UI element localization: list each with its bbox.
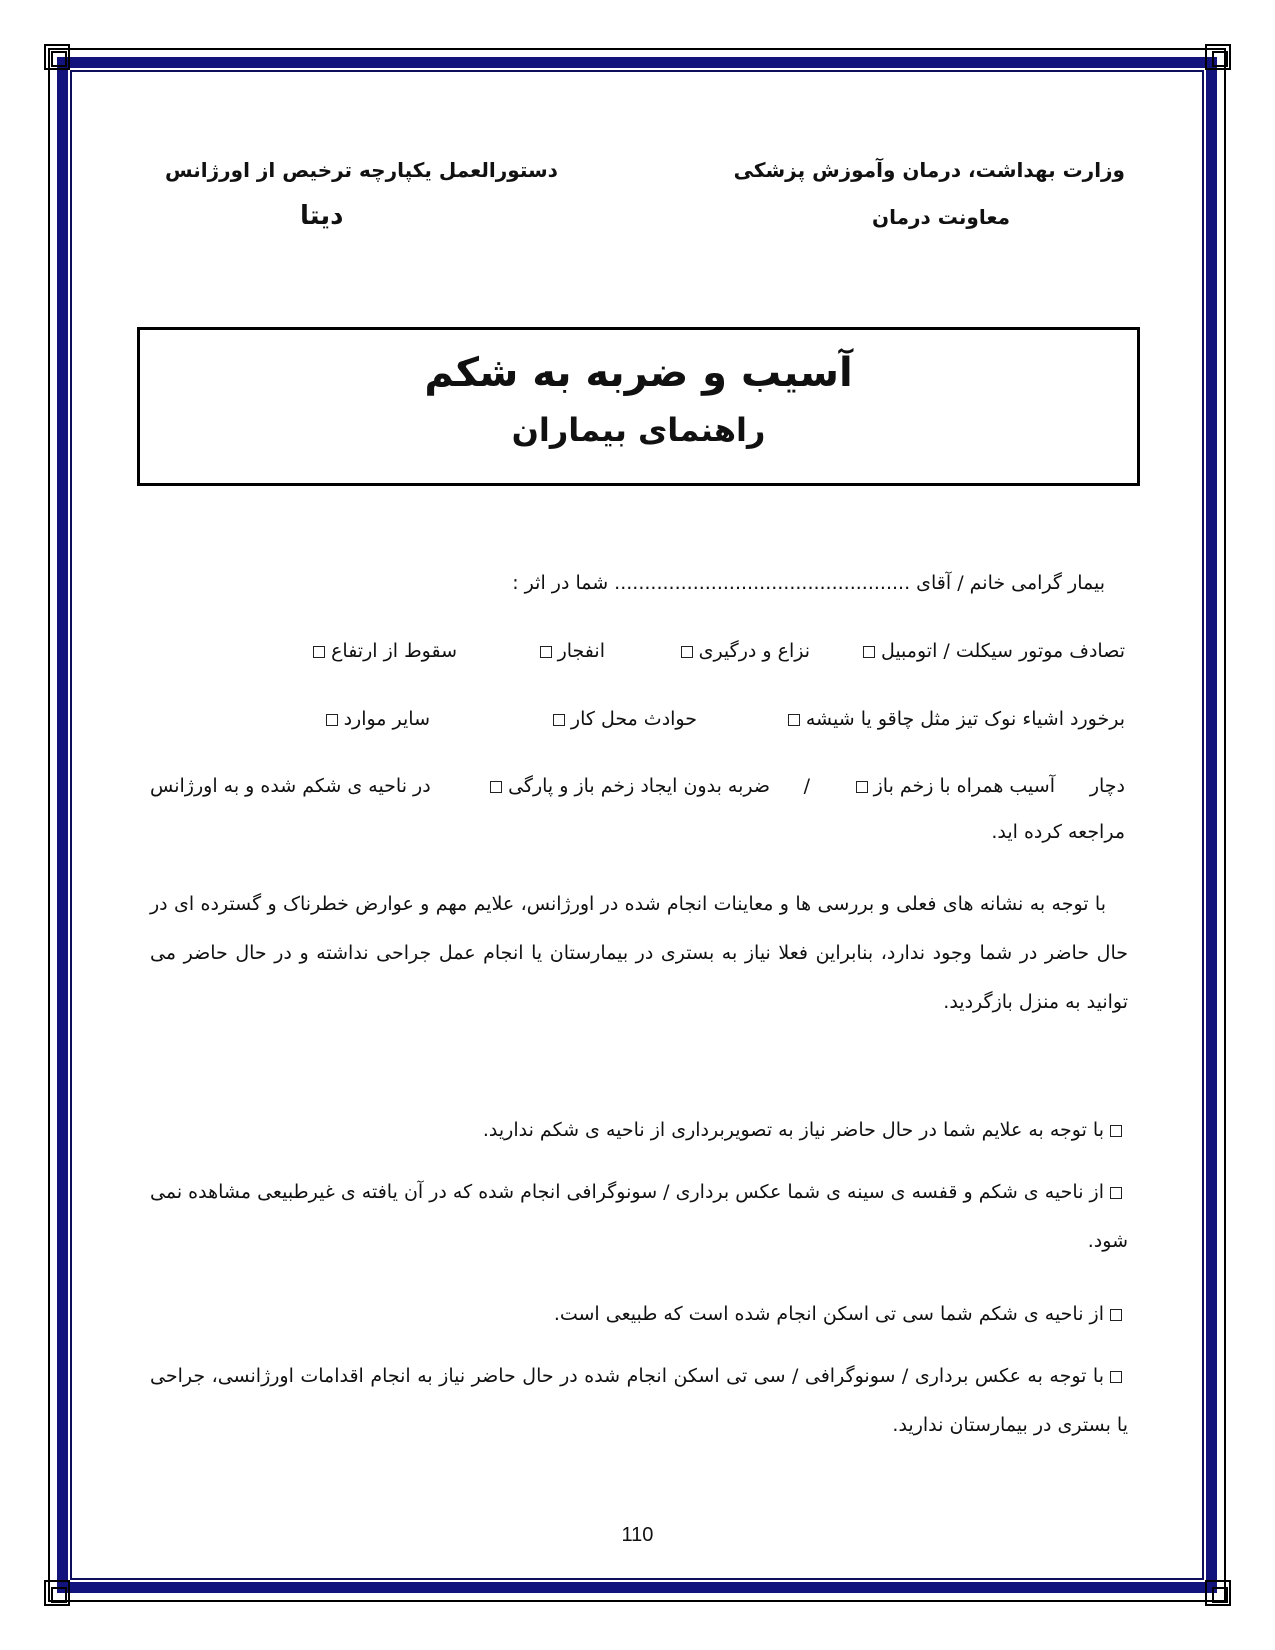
checkbox[interactable] <box>326 714 338 726</box>
injury-option-closed[interactable] <box>484 775 770 797</box>
cause-option[interactable] <box>534 640 605 662</box>
corner-ornament-icon <box>44 1580 70 1606</box>
cause-option[interactable] <box>675 640 810 662</box>
option-item[interactable] <box>150 1168 1128 1266</box>
corner-ornament-icon <box>1205 44 1231 70</box>
page-subtitle: راهنمای بیماران <box>511 411 766 449</box>
injury-line-2: مراجعه کرده اید. <box>991 821 1125 843</box>
injury-closed-label: ضربه بدون ایجاد زخم باز و پارگی <box>508 775 770 797</box>
cause-label: حوادث محل کار <box>570 708 697 730</box>
checkbox[interactable] <box>1110 1371 1122 1383</box>
checkbox[interactable] <box>863 646 875 658</box>
cause-option[interactable] <box>320 708 430 730</box>
corner-ornament-icon <box>44 44 70 70</box>
ministry-name: وزارت بهداشت، درمان وآموزش پزشکی <box>733 158 1125 182</box>
checkbox[interactable] <box>1110 1187 1122 1199</box>
guideline-name: دستورالعمل یکپارچه ترخیص از اورژانس <box>165 158 558 182</box>
option-text: با توجه به علایم شما در حال حاضر نیاز به تصویربرداری از ناحیه ی شکم ندارید. <box>482 1119 1104 1141</box>
option-text: با توجه به عکس برداری / سونوگرافی / سی تی اسکن انجام شده در حال حاضر نیاز به انجام اقدامات اورژانسی، جراحی یا بستری در بیمارستان ندارید. <box>150 1365 1128 1436</box>
cause-option[interactable] <box>782 708 1125 730</box>
cause-label: برخورد اشیاء نوک تیز مثل چاقو یا شیشه <box>805 708 1125 730</box>
title-box <box>137 327 1140 486</box>
cause-option[interactable] <box>307 640 457 662</box>
cause-label: نزاع و درگیری <box>698 640 810 662</box>
injury-open-label: آسیب همراه با زخم باز <box>873 775 1055 797</box>
injury-option-open[interactable] <box>850 775 1055 797</box>
checkbox[interactable] <box>490 781 502 793</box>
injury-separator: / <box>803 775 810 797</box>
cause-label: انفجار <box>557 640 605 662</box>
corner-ornament-icon <box>1205 1580 1231 1606</box>
cause-option[interactable] <box>547 708 697 730</box>
deputy-name: معاونت درمان <box>872 205 1010 229</box>
checkbox[interactable] <box>553 714 565 726</box>
guideline-code: دیتا <box>300 201 344 231</box>
cause-option[interactable] <box>857 640 1125 662</box>
injury-prefix: دچار <box>1089 775 1125 797</box>
option-text: از ناحیه ی شکم شما سی تی اسکن انجام شده است که طبیعی است. <box>553 1303 1104 1325</box>
checkbox[interactable] <box>856 781 868 793</box>
checkbox[interactable] <box>788 714 800 726</box>
page-title: آسیب و ضربه به شکم <box>424 350 853 396</box>
injury-suffix: در ناحیه ی شکم شده و به اورژانس <box>150 775 431 797</box>
cause-label: تصادف موتور سیکلت / اتومبیل <box>880 640 1125 662</box>
checkbox[interactable] <box>1110 1309 1122 1321</box>
checkbox[interactable] <box>313 646 325 658</box>
cause-label: سقوط از ارتفاع <box>331 640 457 662</box>
option-text: از ناحیه ی شکم و قفسه ی سینه ی شما عکس برداری / سونوگرافی انجام شده که در آن یافته ی غیرطبیعی مشاهده نمی شود. <box>150 1181 1128 1252</box>
option-item[interactable] <box>150 1290 1128 1339</box>
intro-paragraph: با توجه به نشانه های فعلی و بررسی ها و معاینات انجام شده در اورژانس، علایم مهم و عوارض خطرناک و گسترده ای در حال حاضر در شما وجود ندارد، بنابراین فعلا نیاز به بستری در بیمارستان یا انجام عمل جراحی نداشته و در حال حاضر می توانید به منزل بازگردید. <box>150 893 1128 1013</box>
checkbox[interactable] <box>681 646 693 658</box>
option-item[interactable] <box>150 1106 1128 1155</box>
checkbox[interactable] <box>540 646 552 658</box>
greeting-line: بیمار گرامی خانم / آقای ................................................. شما در اثر : <box>512 572 1105 594</box>
option-item[interactable] <box>150 1352 1128 1450</box>
checkbox[interactable] <box>1110 1125 1122 1137</box>
page-number: 110 <box>621 1524 654 1546</box>
cause-label: سایر موارد <box>343 708 430 730</box>
